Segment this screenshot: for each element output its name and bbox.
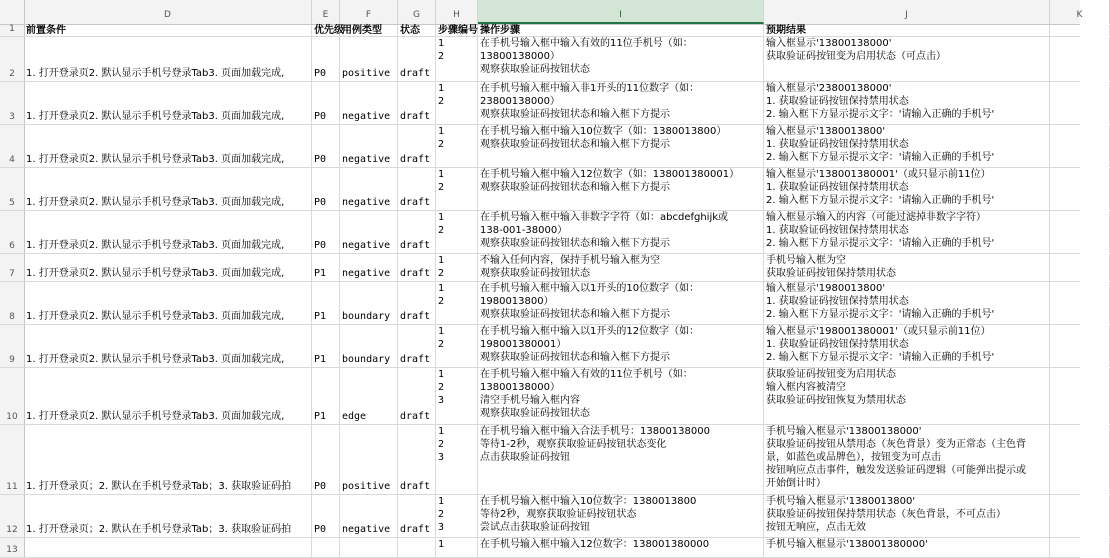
empty-cell[interactable] bbox=[1050, 125, 1110, 167]
cell-line: 观察获取验证码按钮状态和输入框下方提示 bbox=[480, 109, 670, 120]
cell-priority-text: P1 bbox=[314, 411, 327, 422]
cell-type-text: boundary bbox=[342, 354, 391, 365]
cell-type[interactable] bbox=[340, 282, 398, 324]
cell-step-numbers[interactable] bbox=[436, 254, 478, 281]
cell-priority-text: P0 bbox=[314, 197, 327, 208]
cell-line: 尝试点击获取验证码按钮 bbox=[480, 522, 590, 533]
cell-expected[interactable] bbox=[764, 325, 1050, 367]
cell-steps[interactable] bbox=[478, 211, 764, 253]
cell-precondition[interactable] bbox=[24, 368, 312, 424]
empty-cell[interactable] bbox=[1050, 82, 1110, 124]
cell-status-text: draft bbox=[400, 411, 431, 422]
cell-line: 输入框显示'198001380001'（或只显示前11位） bbox=[766, 326, 991, 337]
row-number[interactable] bbox=[0, 37, 25, 81]
cell-priority-text: P0 bbox=[314, 481, 327, 492]
cell-line: 1 bbox=[438, 126, 445, 137]
cell-expected[interactable] bbox=[764, 211, 1050, 253]
cell-line: 1. 获取验证码按钮保持禁用状态 bbox=[766, 296, 909, 307]
row-number-label: 7 bbox=[9, 269, 15, 279]
cell-line: 在手机号输入框中输入10位数字：1380013800 bbox=[480, 496, 697, 507]
cell-status[interactable] bbox=[398, 168, 436, 210]
cell-steps[interactable] bbox=[478, 125, 764, 167]
cell-status[interactable] bbox=[398, 125, 436, 167]
cell-type-text: negative bbox=[342, 154, 391, 165]
column-header-bar bbox=[0, 0, 1083, 25]
cell-steps[interactable] bbox=[478, 168, 764, 210]
cell-precondition[interactable] bbox=[24, 254, 312, 281]
cell-step-numbers[interactable] bbox=[436, 168, 478, 210]
precondition-text: 1. 打开登录页；2. 默认在手机号登录Tab；3. 获取验证码拍 bbox=[26, 481, 292, 492]
cell-line: 在手机号输入框中输入合法手机号：13800138000 bbox=[480, 426, 710, 437]
cell-type[interactable] bbox=[340, 425, 398, 494]
precondition-text: 1. 打开登录页2. 默认显示手机号登录Tab3. 页面加载完成, bbox=[26, 411, 285, 422]
cell-status-text: draft bbox=[400, 354, 431, 365]
empty-cell[interactable] bbox=[1050, 282, 1110, 324]
cell-line: 在手机号输入框中输入10位数字（如：1380013800） bbox=[480, 126, 727, 137]
row-number[interactable] bbox=[0, 25, 25, 36]
table-row bbox=[0, 211, 1080, 254]
cell-line: 2 bbox=[438, 139, 445, 150]
cell-expected[interactable] bbox=[764, 37, 1050, 81]
cell-line: 2. 输入框下方显示提示文字：'请输入正确的手机号' bbox=[766, 309, 995, 320]
cell-status-text: draft bbox=[400, 268, 431, 279]
row-number[interactable] bbox=[0, 125, 25, 167]
cell-expected[interactable] bbox=[764, 168, 1050, 210]
cell-step-numbers[interactable] bbox=[436, 538, 478, 557]
cell-line: 2 bbox=[438, 182, 445, 193]
cell-line: 1 bbox=[438, 283, 445, 294]
empty-cell[interactable] bbox=[1050, 168, 1110, 210]
cell-status-text: draft bbox=[400, 481, 431, 492]
cell-status-text: draft bbox=[400, 197, 431, 208]
empty-cell[interactable] bbox=[1050, 425, 1110, 494]
cell-priority[interactable] bbox=[312, 538, 340, 557]
header-cell-priority[interactable]: 优先级 bbox=[314, 25, 344, 36]
cell-step-numbers[interactable] bbox=[436, 282, 478, 324]
cell-status[interactable] bbox=[398, 282, 436, 324]
precondition-text: 1. 打开登录页2. 默认显示手机号登录Tab3. 页面加载完成, bbox=[26, 268, 285, 279]
cell-status-text: draft bbox=[400, 111, 431, 122]
cell-precondition[interactable] bbox=[24, 325, 312, 367]
cell-line: 1 bbox=[438, 496, 445, 507]
cell-line: 观察获取验证码按钮状态和输入框下方提示 bbox=[480, 238, 670, 249]
cell-line: 观察获取验证码按钮状态 bbox=[480, 64, 590, 75]
cell-step-numbers[interactable] bbox=[436, 368, 478, 424]
cell-line: 在手机号输入框中输入12位数字：138001380000 bbox=[480, 539, 710, 550]
table-row bbox=[0, 368, 1080, 425]
cell-line: 1 bbox=[438, 539, 445, 550]
table-row bbox=[0, 425, 1080, 495]
cell-status-text: draft bbox=[400, 240, 431, 251]
cell-line: 手机号输入框显示'13800138000' bbox=[766, 426, 922, 437]
cell-line: 景，如蓝色或品牌色），按钮变为可点击 bbox=[766, 452, 941, 463]
cell-status-text: draft bbox=[400, 68, 431, 79]
empty-cell[interactable] bbox=[1050, 538, 1110, 557]
row-number-label: 8 bbox=[9, 312, 15, 322]
cell-type[interactable] bbox=[340, 325, 398, 367]
row-number-label: 2 bbox=[9, 69, 15, 79]
row-number[interactable] bbox=[0, 495, 25, 537]
row-number-label: 10 bbox=[6, 412, 18, 422]
cell-expected[interactable] bbox=[764, 125, 1050, 167]
cell-line: 1 bbox=[438, 326, 445, 337]
cell-status[interactable] bbox=[398, 37, 436, 81]
cell-line: 2. 输入框下方显示提示文字：'请输入正确的手机号' bbox=[766, 195, 995, 206]
cell-steps[interactable] bbox=[478, 495, 764, 537]
cell-expected[interactable] bbox=[764, 538, 1050, 557]
cell-line: 观察获取验证码按钮状态和输入框下方提示 bbox=[480, 309, 670, 320]
cell-line: 13800138000） bbox=[480, 51, 560, 62]
cell-type[interactable] bbox=[340, 368, 398, 424]
cell-line: 手机号输入框显示'138001380000' bbox=[766, 539, 928, 550]
cell-line: 在手机号输入框中输入有效的11位手机号（如： bbox=[480, 38, 693, 49]
cell-line: 1. 获取验证码按钮保持禁用状态 bbox=[766, 139, 909, 150]
cell-priority-text: P1 bbox=[314, 311, 327, 322]
cell-step-numbers[interactable] bbox=[436, 325, 478, 367]
column-header-k[interactable]: K bbox=[1050, 0, 1110, 24]
cell-priority-text: P0 bbox=[314, 154, 327, 165]
column-header-h[interactable]: H bbox=[436, 0, 478, 24]
row-number[interactable] bbox=[0, 254, 25, 281]
row-number[interactable] bbox=[0, 82, 25, 124]
row-number[interactable] bbox=[0, 325, 25, 367]
cell-status[interactable] bbox=[398, 325, 436, 367]
row-number[interactable] bbox=[0, 282, 25, 324]
cell-type[interactable] bbox=[340, 168, 398, 210]
cell-line: 1 bbox=[438, 255, 445, 266]
empty-cell[interactable] bbox=[1050, 37, 1110, 81]
row-number[interactable] bbox=[0, 168, 25, 210]
cell-line: 2 bbox=[438, 96, 445, 107]
cell-type-text: negative bbox=[342, 524, 391, 535]
cell-steps[interactable] bbox=[478, 425, 764, 494]
cell-line: 获取验证码按钮从禁用态（灰色背景）变为正常态（主色背 bbox=[766, 439, 1026, 450]
cell-line: 198001380001） bbox=[480, 339, 567, 350]
cell-steps[interactable] bbox=[478, 82, 764, 124]
cell-expected[interactable] bbox=[764, 368, 1050, 424]
cell-line: 在手机号输入框中输入非1开头的11位数字（如： bbox=[480, 83, 700, 94]
cell-priority[interactable] bbox=[312, 325, 340, 367]
cell-step-numbers[interactable] bbox=[436, 82, 478, 124]
cell-line: 获取验证码按钮保持禁用状态 bbox=[766, 268, 896, 279]
cell-line: 点击获取验证码按钮 bbox=[480, 452, 570, 463]
cell-line: 不输入任何内容，保持手机号输入框为空 bbox=[480, 255, 660, 266]
cell-line: 获取验证码按钮变为启用状态（可点击） bbox=[766, 51, 946, 62]
cell-status[interactable] bbox=[398, 82, 436, 124]
table-row bbox=[0, 37, 1080, 82]
cell-line: 在手机号输入框中输入以1开头的12位数字（如： bbox=[480, 326, 700, 337]
cell-type[interactable] bbox=[340, 211, 398, 253]
cell-line: 在手机号输入框中输入12位数字（如：138001380001） bbox=[480, 169, 740, 180]
cell-steps[interactable] bbox=[478, 282, 764, 324]
cell-line: 观察获取验证码按钮状态和输入框下方提示 bbox=[480, 352, 670, 363]
cell-status-text: draft bbox=[400, 311, 431, 322]
cell-line: 2 bbox=[438, 382, 445, 393]
cell-expected[interactable] bbox=[764, 82, 1050, 124]
cell-type-text: negative bbox=[342, 197, 391, 208]
table-row bbox=[0, 495, 1080, 538]
cell-type[interactable] bbox=[340, 254, 398, 281]
cell-priority[interactable] bbox=[312, 368, 340, 424]
cell-precondition[interactable] bbox=[24, 211, 312, 253]
cell-line: 2 bbox=[438, 51, 445, 62]
cell-line: 观察获取验证码按钮状态和输入框下方提示 bbox=[480, 139, 670, 150]
cell-steps[interactable] bbox=[478, 538, 764, 557]
cell-line: 在手机号输入框中输入以1开头的10位数字（如： bbox=[480, 283, 700, 294]
cell-line: 输入框显示'13800138000' bbox=[766, 38, 892, 49]
cell-priority[interactable] bbox=[312, 495, 340, 537]
cell-priority-text: P1 bbox=[314, 354, 327, 365]
cell-step-numbers[interactable] bbox=[436, 37, 478, 81]
cell-line: 获取验证码按钮保持禁用状态（灰色背景，不可点击） bbox=[766, 509, 1006, 520]
cell-precondition[interactable] bbox=[24, 282, 312, 324]
cell-line: 138-001-38000） bbox=[480, 225, 568, 236]
cell-line: 2 bbox=[438, 296, 445, 307]
cell-step-numbers[interactable] bbox=[436, 495, 478, 537]
row-number[interactable] bbox=[0, 211, 25, 253]
empty-cell[interactable] bbox=[1050, 368, 1110, 424]
cell-type[interactable] bbox=[340, 125, 398, 167]
cell-line: 1. 获取验证码按钮保持禁用状态 bbox=[766, 182, 909, 193]
cell-status[interactable] bbox=[398, 368, 436, 424]
table-row bbox=[0, 538, 1080, 558]
row-number[interactable] bbox=[0, 425, 25, 494]
cell-line: 输入框显示'1380013800' bbox=[766, 126, 886, 137]
cell-line: 2. 输入框下方显示提示文字：'请输入正确的手机号' bbox=[766, 238, 995, 249]
cell-line: 输入框内容被清空 bbox=[766, 382, 846, 393]
cell-type-text: positive bbox=[342, 68, 391, 79]
cell-type[interactable] bbox=[340, 37, 398, 81]
cell-step-numbers[interactable] bbox=[436, 425, 478, 494]
cell-line: 2. 输入框下方显示提示文字：'请输入正确的手机号' bbox=[766, 352, 995, 363]
cell-steps[interactable] bbox=[478, 254, 764, 281]
cell-expected[interactable] bbox=[764, 282, 1050, 324]
cell-priority-text: P0 bbox=[314, 68, 327, 79]
cell-priority-text: P0 bbox=[314, 240, 327, 251]
table-row bbox=[0, 168, 1080, 211]
cell-priority[interactable] bbox=[312, 425, 340, 494]
precondition-text: 1. 打开登录页2. 默认显示手机号登录Tab3. 页面加载完成, bbox=[26, 154, 285, 165]
cell-line: 1 bbox=[438, 426, 445, 437]
cell-line: 3 bbox=[438, 522, 445, 533]
cell-line: 在手机号输入框中输入非数字字符（如：abcdefghijk或 bbox=[480, 212, 729, 223]
cell-priority[interactable] bbox=[312, 254, 340, 281]
cell-steps[interactable] bbox=[478, 37, 764, 81]
cell-line: 清空手机号输入框内容 bbox=[480, 395, 580, 406]
cell-line: 输入框显示输入的内容（可能过滤掉非数字字符） bbox=[766, 212, 986, 223]
cell-line: 观察获取验证码按钮状态 bbox=[480, 268, 590, 279]
cell-status[interactable] bbox=[398, 254, 436, 281]
cell-line: 1 bbox=[438, 212, 445, 223]
cell-priority[interactable] bbox=[312, 282, 340, 324]
cell-line: 1 bbox=[438, 369, 445, 380]
cell-type-text: edge bbox=[342, 411, 367, 422]
table-row-header bbox=[0, 25, 1080, 37]
table-row bbox=[0, 325, 1080, 368]
precondition-text: 1. 打开登录页2. 默认显示手机号登录Tab3. 页面加载完成, bbox=[26, 68, 285, 79]
row-number-label: 9 bbox=[9, 355, 15, 365]
cell-step-numbers[interactable] bbox=[436, 125, 478, 167]
precondition-text: 1. 打开登录页2. 默认显示手机号登录Tab3. 页面加载完成, bbox=[26, 197, 285, 208]
header-cell-stepno[interactable]: 步骤编号 bbox=[438, 25, 478, 36]
cell-status[interactable] bbox=[398, 425, 436, 494]
precondition-text: 1. 打开登录页2. 默认显示手机号登录Tab3. 页面加载完成, bbox=[26, 311, 285, 322]
cell-precondition[interactable] bbox=[24, 425, 312, 494]
cell-expected[interactable] bbox=[764, 425, 1050, 494]
cell-steps[interactable] bbox=[478, 368, 764, 424]
cell-line: 1. 获取验证码按钮保持禁用状态 bbox=[766, 339, 909, 350]
cell-line: 等待1-2秒，观察获取验证码按钮状态变化 bbox=[480, 439, 667, 450]
cell-precondition[interactable] bbox=[24, 125, 312, 167]
cell-type[interactable] bbox=[340, 538, 398, 557]
row-number[interactable] bbox=[0, 538, 25, 557]
cell-line: 13800138000） bbox=[480, 382, 560, 393]
cell-line: 手机号输入框显示'1380013800' bbox=[766, 496, 916, 507]
row-number-label: 5 bbox=[9, 198, 15, 208]
cell-priority[interactable] bbox=[312, 37, 340, 81]
cell-line: 观察获取验证码按钮状态和输入框下方提示 bbox=[480, 182, 670, 193]
column-header-g[interactable]: G bbox=[398, 0, 436, 24]
cell-priority[interactable] bbox=[312, 168, 340, 210]
row-number-label: 3 bbox=[9, 112, 15, 122]
empty-cell[interactable] bbox=[1050, 495, 1110, 537]
cell-priority[interactable] bbox=[312, 211, 340, 253]
cell-line: 输入框显示'23800138000' bbox=[766, 83, 892, 94]
cell-priority[interactable] bbox=[312, 82, 340, 124]
precondition-text: 1. 打开登录页；2. 默认在手机号登录Tab；3. 获取验证码拍 bbox=[26, 524, 292, 535]
cell-precondition[interactable] bbox=[24, 168, 312, 210]
cell-line: 观察获取验证码按钮状态 bbox=[480, 408, 590, 419]
cell-precondition[interactable] bbox=[24, 495, 312, 537]
cell-line: 1. 获取验证码按钮保持禁用状态 bbox=[766, 96, 909, 107]
cell-status[interactable] bbox=[398, 495, 436, 537]
column-header-i[interactable]: I bbox=[478, 0, 764, 24]
cell-line: 按钮响应点击事件，触发发送验证码逻辑（可能弹出提示或 bbox=[766, 465, 1026, 476]
cell-line: 获取验证码按钮恢复为禁用状态 bbox=[766, 395, 906, 406]
cell-precondition[interactable] bbox=[24, 82, 312, 124]
header-cell-type[interactable]: 用例类型 bbox=[340, 25, 398, 36]
table-row bbox=[0, 125, 1080, 168]
cell-line: 2 bbox=[438, 225, 445, 236]
select-all-corner[interactable] bbox=[0, 0, 25, 24]
cell-type-text: negative bbox=[342, 268, 391, 279]
cell-status[interactable] bbox=[398, 211, 436, 253]
table-row bbox=[0, 282, 1080, 325]
cell-precondition[interactable] bbox=[24, 538, 312, 557]
table-row bbox=[0, 82, 1080, 125]
empty-cell[interactable] bbox=[1050, 325, 1110, 367]
table-row bbox=[0, 254, 1080, 282]
cell-line: 23800138000） bbox=[480, 96, 560, 107]
cell-line: 手机号输入框为空 bbox=[766, 255, 846, 266]
cell-type[interactable] bbox=[340, 495, 398, 537]
cell-priority-text: P0 bbox=[314, 524, 327, 535]
precondition-text: 1. 打开登录页2. 默认显示手机号登录Tab3. 页面加载完成, bbox=[26, 354, 285, 365]
column-header-j[interactable]: J bbox=[764, 0, 1050, 24]
cell-line: 1 bbox=[438, 169, 445, 180]
cell-line: 1 bbox=[438, 38, 445, 49]
cell-expected[interactable] bbox=[764, 495, 1050, 537]
cell-line: 等待2秒，观察获取验证码按钮状态 bbox=[480, 509, 637, 520]
row-number-label: 11 bbox=[6, 482, 18, 492]
cell-status-text: draft bbox=[400, 154, 431, 165]
header-cell-precond[interactable]: 前置条件 bbox=[24, 25, 312, 36]
cell-line: 1. 获取验证码按钮保持禁用状态 bbox=[766, 225, 909, 236]
cell-priority-text: P0 bbox=[314, 111, 327, 122]
cell-type-text: positive bbox=[342, 481, 391, 492]
cell-line: 开始倒计时） bbox=[766, 478, 826, 489]
empty-cell[interactable] bbox=[1050, 211, 1110, 253]
cell-line: 2 bbox=[438, 339, 445, 350]
cell-line: 2 bbox=[438, 439, 445, 450]
row-number[interactable] bbox=[0, 368, 25, 424]
precondition-text: 1. 打开登录页2. 默认显示手机号登录Tab3. 页面加载完成, bbox=[26, 240, 285, 251]
row-number-label: 6 bbox=[9, 241, 15, 251]
header-cell-steps[interactable]: 操作步骤 bbox=[478, 25, 764, 36]
cell-line: 输入框显示'1980013800' bbox=[766, 283, 886, 294]
empty-cell[interactable] bbox=[1050, 25, 1110, 36]
cell-expected[interactable] bbox=[764, 254, 1050, 281]
cell-status[interactable] bbox=[398, 538, 436, 557]
cell-steps[interactable] bbox=[478, 325, 764, 367]
cell-line: 2 bbox=[438, 268, 445, 279]
cell-priority[interactable] bbox=[312, 125, 340, 167]
column-header-e[interactable]: E bbox=[312, 0, 340, 24]
cell-type-text: negative bbox=[342, 111, 391, 122]
cell-line: 输入框显示'138001380001'（或只显示前11位） bbox=[766, 169, 991, 180]
column-header-d[interactable]: D bbox=[24, 0, 312, 24]
row-number-label: 4 bbox=[9, 155, 15, 165]
cell-line: 2. 输入框下方显示提示文字：'请输入正确的手机号' bbox=[766, 152, 995, 163]
cell-status-text: draft bbox=[400, 524, 431, 535]
cell-type-text: negative bbox=[342, 240, 391, 251]
cell-line: 1 bbox=[438, 83, 445, 94]
cell-line: 2 bbox=[438, 509, 445, 520]
cell-type[interactable] bbox=[340, 82, 398, 124]
cell-line: 3 bbox=[438, 395, 445, 406]
cell-line: 获取验证码按钮变为启用状态 bbox=[766, 369, 896, 380]
header-cell-status[interactable]: 状态 bbox=[398, 25, 436, 36]
row-number-label: 12 bbox=[6, 525, 18, 535]
cell-line: 2. 输入框下方显示提示文字：'请输入正确的手机号' bbox=[766, 109, 995, 120]
cell-line: 1980013800） bbox=[480, 296, 554, 307]
cell-line: 3 bbox=[438, 452, 445, 463]
row-number-label: 13 bbox=[6, 545, 18, 555]
cell-step-numbers[interactable] bbox=[436, 211, 478, 253]
cell-precondition[interactable] bbox=[24, 37, 312, 81]
row-number-label: 1 bbox=[9, 24, 15, 34]
header-cell-expected[interactable]: 预期结果 bbox=[764, 25, 1050, 36]
cell-priority-text: P1 bbox=[314, 268, 327, 279]
cell-type-text: boundary bbox=[342, 311, 391, 322]
cell-line: 在手机号输入框中输入有效的11位手机号（如： bbox=[480, 369, 693, 380]
cell-line: 按钮无响应，点击无效 bbox=[766, 522, 866, 533]
column-header-f[interactable]: F bbox=[340, 0, 398, 24]
empty-cell[interactable] bbox=[1050, 254, 1110, 281]
precondition-text: 1. 打开登录页2. 默认显示手机号登录Tab3. 页面加载完成, bbox=[26, 111, 285, 122]
